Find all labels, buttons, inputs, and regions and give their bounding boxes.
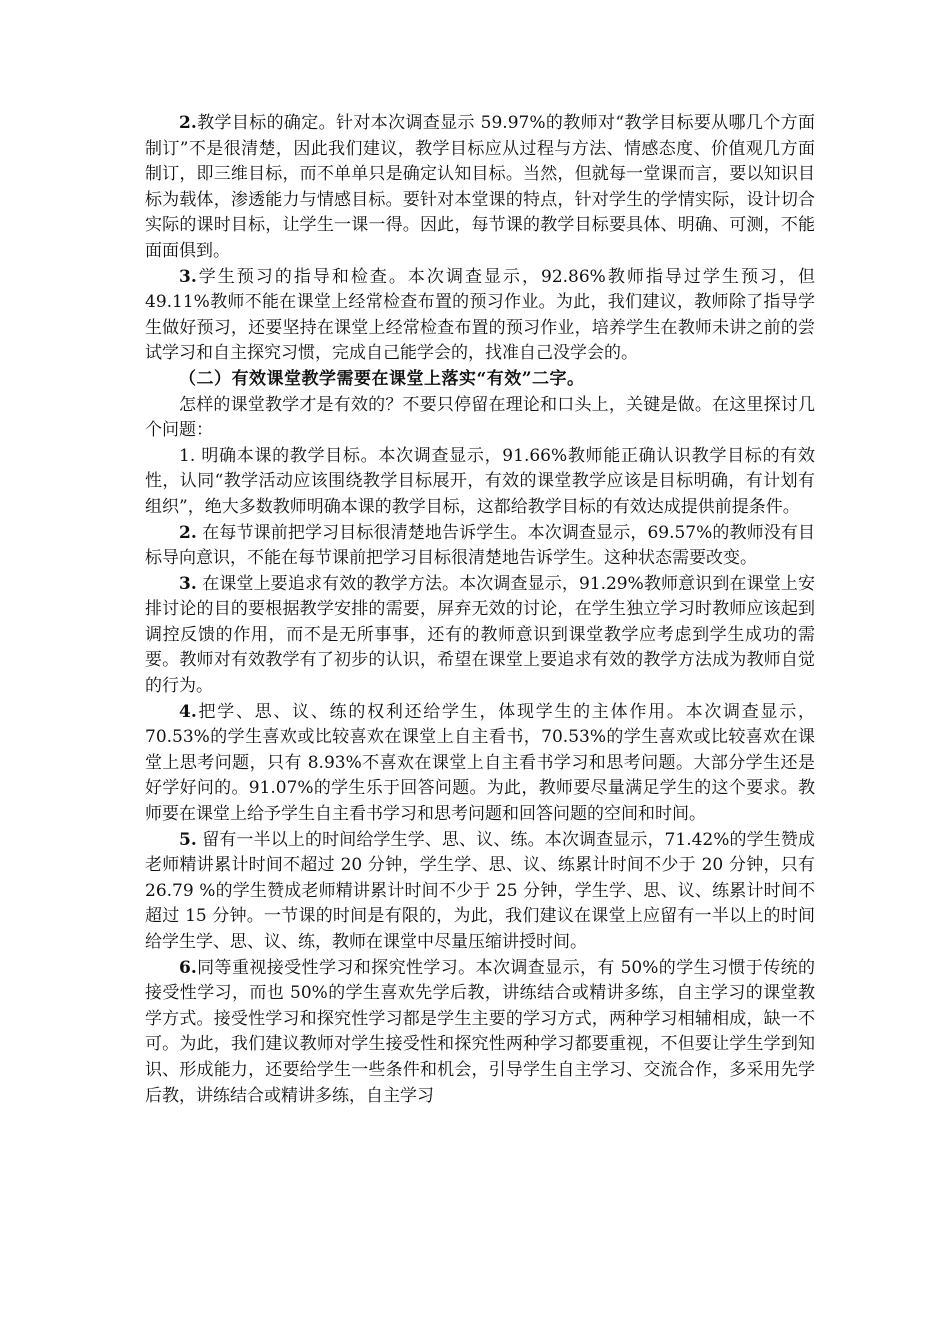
item-text: 在每节课前把学习目标很清楚地告诉学生。本次调查显示，69.57%的教师没有目标导向意识，不能在每节课前把学习目标很清楚地告诉学生。这种状态需要改变。 [145, 522, 815, 569]
item-number: 2. [179, 522, 197, 543]
paragraph-preview-guidance [145, 265, 815, 367]
list-item [145, 444, 815, 521]
paragraph-text: 学生预习的指导和检查。本次调查显示，92.86%教师指导过学生预习，但49.11%教师不能在课堂上经常检查布置的预习作业。为此，我们建议，教师除了指导学生做好预习，还要坚持在课堂上经常检查布置的预习作业，培养学生在教师未讲之前的尝试学习和自主探究习惯，完成自己能学会的，找准自己没学会的。 [145, 266, 815, 364]
item-number: 1. [179, 445, 196, 466]
document-page [145, 111, 815, 1109]
paragraph-text: 教学目标的确定。针对本次调查显示 59.97%的教师对“教学目标要从哪几个方面制订”不是很清楚，因此我们建议，教学目标应从过程与方法、情感态度、价值观几方面制订，即三维目标，而不单单只是确定认知目标。当然，但就每一堂课而言，要以知识目标为载体，渗透能力与情感目标。要针对本堂课的特点，针对学生的学情实际，设计切合实际的课时目标，让学生一课一得。因此，每节课的教学目标要具体、明确、可测，不能面面俱到。 [145, 113, 815, 261]
paragraph-teaching-goals [145, 111, 815, 265]
section-heading: （二）有效课堂教学需要在课堂上落实“有效”二字。 [179, 368, 585, 389]
paragraph-number: 3. [179, 266, 197, 287]
item-number: 5. [179, 829, 197, 850]
item-text: 同等重视接受性学习和探究性学习。本次调查显示，有 50%的学生习惯于传统的接受性学习，而也 50%的学生喜欢先学后教，讲练结合或精讲多练，自主学习的课堂教学方式。接受性学习和探究性学习都是学生主要的学习方式，两种学习相辅相成，缺一不可。为此，我们建议教师对学生接受性和探究性两种学习都要重视，不但要让学生学到知识、形成能力，还要给学生一些条件和机会，引导学生自主学习、交流合作，多采用先学后教，讲练结合或精讲多练，自主学习 [145, 957, 815, 1106]
list-item [145, 521, 815, 572]
list-item [145, 956, 815, 1110]
item-number: 4. [179, 701, 197, 722]
list-item [145, 572, 815, 700]
list-item [145, 828, 815, 956]
list-item [145, 700, 815, 828]
item-number: 3. [179, 573, 197, 594]
item-text: 明确本课的教学目标。本次调查显示，91.66%教师能正确认识教学目标的有效性，认同“教学活动应该围绕教学目标展开，有效的课堂教学应该是目标明确，有计划有组织”，绝大多数教师明确本课的教学目标，这都给教学目标的有效达成提供前提条件。 [145, 445, 815, 517]
paragraph-number: 2. [179, 113, 197, 133]
item-number: 6. [179, 957, 197, 978]
item-text: 把学、思、议、练的权利还给学生，体现学生的主体作用。本次调查显示，70.53%的学生喜欢或比较喜欢在课堂上自主看书，70.53%的学生喜欢或比较喜欢在课堂上思考问题，只有 8.93%不喜欢在课堂上自主看书学习和思考问题。大部分学生还是好学好问的。91.07%的学生乐于回答问题。为此，教师要尽量满足学生的这个要求。教师要在课堂上给予学生自主看书学习和思考问题和回答问题的空间和时间。 [145, 701, 815, 825]
item-text: 在课堂上要追求有效的教学方法。本次调查显示，91.29%教师意识到在课堂上安排讨论的目的要根据教学安排的需要，屏弃无效的讨论，在学生独立学习时教师应该起到调控反馈的作用，而不是无所事事，还有的教师意识到课堂教学应考虑到学生成功的需要。教师对有效教学有了初步的认识，希望在课堂上要追求有效的教学方法成为教师自觉的行为。 [145, 573, 815, 697]
item-text: 留有一半以上的时间给学生学、思、议、练。本次调查显示，71.42%的学生赞成老师精讲累计时间不超过 20 分钟，学生学、思、议、练累计时间不少于 20 分钟，只有 26.79 %的学生赞成老师精讲累计时间不少于 25 分钟，学生学、思、议、练累计时间不超过 15 分钟。一节课的时间是有限的，为此，我们建议在课堂上应留有一半以上的时间给学生学、思、议、练，教师在课堂中尽量压缩讲授时间。 [145, 829, 815, 952]
section-intro: 怎样的课堂教学才是有效的？不要只停留在理论和口头上，关键是做。在这里探讨几个问题： [145, 394, 815, 441]
